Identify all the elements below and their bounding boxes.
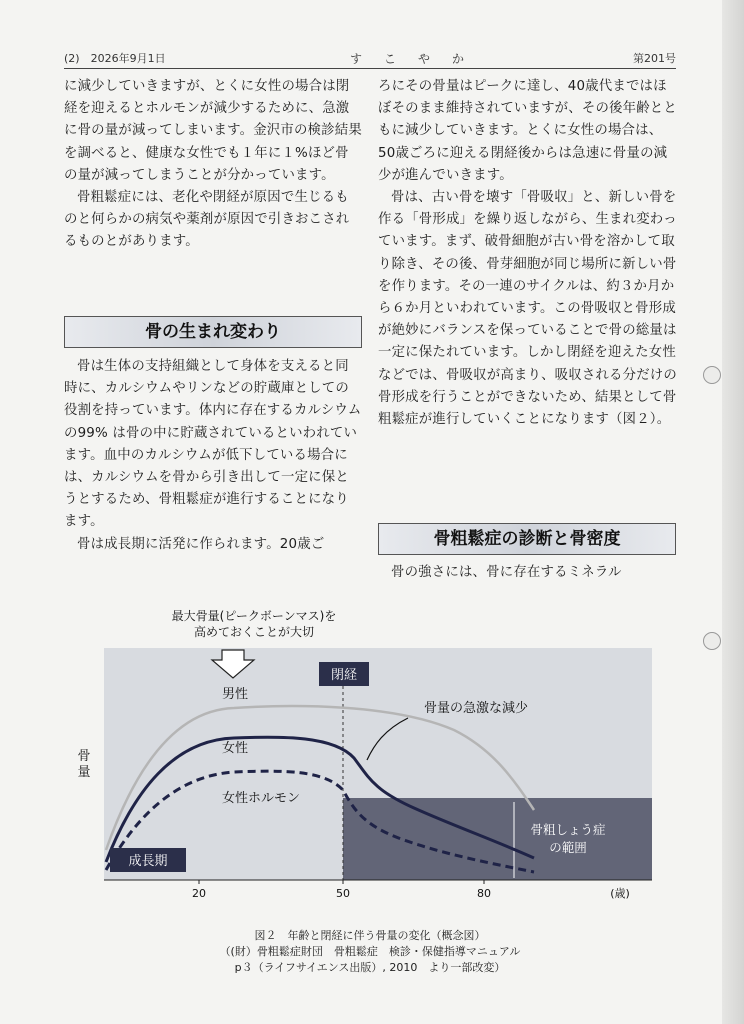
caption-line: p３（ライフサイエンス出版）, 2010 より一部改変） [234, 961, 506, 974]
left-column-block-2 [64, 356, 362, 556]
osteoporosis-label-line1: 骨粗しょう症 [530, 822, 606, 837]
paragraph: ろにその骨量はピークに達し、40歳代まではほぼそのまま維持されていますが、その後年齢とともに減少していきます。とくに女性の場合は、50歳ごろに迎える閉経後からは急速に骨量の減少が進んでいきます。 [378, 79, 677, 183]
section-heading-diagnosis: 骨粗鬆症の診断と骨密度 [378, 523, 676, 555]
menopause-label: 閉経 [330, 668, 358, 683]
page-header [64, 50, 676, 66]
binder-hole [703, 632, 721, 650]
right-column-block-2 [378, 562, 678, 584]
osteoporosis-zone [343, 798, 652, 880]
female-label: 女性 [222, 741, 249, 756]
paragraph: に減少していきますが、とくに女性の場合は閉経を迎えるとホルモンが減少するために、急激に骨の量が減ってしまいます。金沢市の検診結果を調べると、健康な女性でも１年に１%ほど骨の量が減ってしまうことが分かっています。 [64, 79, 362, 183]
x-tick-label-20: 20 [192, 887, 206, 900]
issue-date: (2) 2026年9月1日 [64, 52, 166, 65]
caption-line: （(財）骨粗鬆症財団 骨粗鬆症 検診・保健指導マニュアル [219, 945, 521, 958]
paragraph: 骨は成長期に活発に作られます。20歳ご [77, 536, 325, 552]
peak-annotation-line1: 最大骨量(ピークボーンマス)を [171, 609, 337, 623]
issue-number: 第201号 [633, 52, 676, 65]
left-column-block-1 [64, 76, 362, 254]
newsletter-title: すこやか [350, 52, 487, 66]
female-hormone-label: 女性ホルモン [222, 791, 301, 806]
right-column-block-1 [378, 76, 678, 431]
bone-mass-figure [64, 600, 676, 930]
paragraph: 骨の強さには、骨に存在するミネラル [391, 565, 622, 580]
header-rule [64, 68, 676, 69]
x-tick-label-50: 50 [336, 887, 350, 900]
peak-annotation-line2: 高めておくことが大切 [193, 625, 315, 639]
page-edge [722, 0, 744, 1024]
paragraph: 骨は生体の支持組織として身体を支えると同時に、カルシウムやリンなどの貯蔵庫としての役割を持っています。体内に存在するカルシウムの99% は骨の中に貯蔵されているといわれています。血中のカルシウムが低下している場合には、カルシウムを骨から引き出して一定に保とうとするため、骨粗鬆症が進行することになります。 [64, 359, 362, 530]
x-axis-unit: (歳) [610, 887, 630, 900]
growth-period-label: 成長期 [128, 854, 168, 869]
paragraph: 骨は、古い骨を壊す「骨吸収」と、新しい骨を作る「骨形成」を繰り返しながら、生まれ変わっています。まず、破骨細胞が古い骨を溶かして取り除き、その後、骨芽細胞が同じ場所に新しい骨を作ります。その一連のサイクルは、約３か月から６か月といわれています。この骨吸収と骨形成が絶妙にバランスを保っていることで骨の総量は一定に保たれています。しかし閉経を迎えた女性などでは、骨吸収が高まり、吸収される分だけの骨形成を行うことができないため、結果として骨粗鬆症が進行していくことになります（図２）。 [378, 190, 677, 428]
male-label: 男性 [222, 687, 249, 702]
osteoporosis-label-line2: の範囲 [549, 840, 587, 855]
bone-mass-diagram [64, 600, 676, 930]
rapid-decline-label: 骨量の急激な減少 [424, 701, 529, 716]
caption-line: 図２ 年齢と閉経に伴う骨量の変化（概念図） [254, 929, 486, 942]
section-heading-bone-remodeling: 骨の生まれ変わり [64, 316, 362, 348]
x-tick-label-80: 80 [477, 887, 491, 900]
binder-hole [703, 366, 721, 384]
figure-caption [64, 928, 676, 976]
y-axis-label-2: 量 [77, 765, 91, 780]
y-axis-label-1: 骨 [77, 749, 91, 764]
paragraph: 骨粗鬆症には、老化や閉経が原因で生じるものと何らかの病気や薬剤が原因で引きおこされるものとがあります。 [64, 190, 350, 250]
